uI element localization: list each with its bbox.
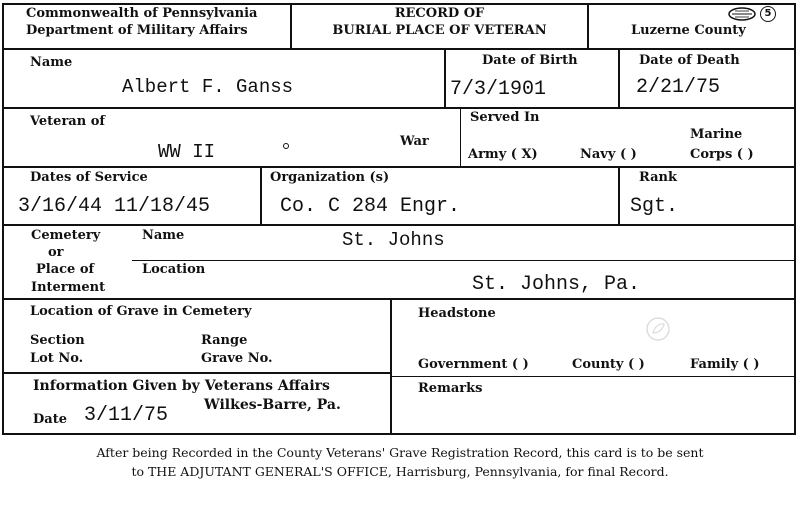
cemetery-location-label: Location bbox=[142, 262, 206, 277]
leaf-icon bbox=[645, 316, 671, 342]
army-checkbox: Army ( X) bbox=[468, 147, 538, 162]
name-value: Albert F. Ganss bbox=[122, 76, 294, 98]
county-title: Luzerne County bbox=[631, 23, 746, 38]
cemetery-label-2: or bbox=[48, 245, 64, 260]
range-label: Range bbox=[201, 333, 248, 348]
department-title: Department of Military Affairs bbox=[26, 23, 248, 38]
dot-mark bbox=[283, 143, 289, 149]
dates-of-service-value: 3/16/44 11/18/45 bbox=[18, 195, 211, 218]
cemetery-location-value: St. Johns, Pa. bbox=[472, 273, 641, 296]
section-label: Section bbox=[30, 333, 85, 348]
navy-checkbox: Navy ( ) bbox=[580, 147, 637, 162]
record-title-line2: BURIAL PLACE OF VETERAN bbox=[332, 23, 547, 38]
marine-label: Marine bbox=[690, 127, 743, 142]
county-checkbox: County ( ) bbox=[572, 357, 645, 372]
cemetery-name-value: St. Johns bbox=[342, 229, 445, 251]
divider-name-row bbox=[2, 107, 796, 109]
vdiv-name-birth bbox=[444, 48, 446, 109]
cemetery-label-3: Place of bbox=[36, 262, 95, 277]
footer-line-2: to THE ADJUTANT GENERAL'S OFFICE, Harrisburg, Pennsylvania, for final Record. bbox=[131, 464, 669, 479]
vdiv-org-rank bbox=[618, 166, 620, 226]
grave-no-label: Grave No. bbox=[201, 351, 273, 366]
divider-grave-row bbox=[2, 372, 390, 374]
footer-line-1: After being Recorded in the County Veterans' Grave Registration Record, this card is to be sent bbox=[96, 445, 704, 460]
border-left bbox=[2, 3, 4, 435]
vdiv-veteran-served bbox=[460, 107, 461, 168]
cemetery-label-4: Interment bbox=[31, 280, 106, 295]
commonwealth-title: Commonwealth of Pennsylvania bbox=[26, 6, 258, 21]
remarks-label: Remarks bbox=[418, 381, 483, 396]
marine-corps-checkbox: Corps ( ) bbox=[690, 147, 754, 162]
vdiv-service-org bbox=[260, 166, 262, 226]
border-right bbox=[794, 3, 796, 435]
vdiv-header-2 bbox=[587, 3, 589, 50]
government-checkbox: Government ( ) bbox=[418, 357, 529, 372]
divider-bottom bbox=[2, 433, 796, 435]
war-label: War bbox=[400, 134, 429, 149]
border-top bbox=[2, 3, 796, 5]
divider-headstone-row bbox=[390, 376, 796, 377]
record-title-line1: RECORD OF bbox=[394, 6, 485, 21]
info-given-label: Information Given by Veterans Affairs bbox=[33, 378, 330, 394]
seal-number: 5 bbox=[764, 8, 772, 19]
seal-number-badge bbox=[760, 6, 776, 22]
birth-value: 7/3/1901 bbox=[450, 78, 547, 101]
grave-location-label: Location of Grave in Cemetery bbox=[30, 304, 252, 319]
death-label: Date of Death bbox=[639, 53, 740, 68]
divider-header bbox=[2, 48, 796, 50]
birth-label: Date of Birth bbox=[482, 53, 578, 68]
rank-value: Sgt. bbox=[630, 195, 679, 218]
veteran-of-value: WW II bbox=[158, 141, 216, 163]
organization-label: Organization (s) bbox=[270, 170, 390, 185]
vdiv-grave-headstone bbox=[390, 298, 392, 435]
divider-service-row bbox=[2, 224, 796, 226]
family-checkbox: Family ( ) bbox=[690, 357, 760, 372]
vdiv-birth-death bbox=[618, 48, 620, 109]
rank-label: Rank bbox=[639, 170, 677, 185]
death-value: 2/21/75 bbox=[636, 76, 721, 99]
date-value: 3/11/75 bbox=[84, 404, 169, 427]
divider-veteran-row bbox=[2, 166, 796, 168]
lot-no-label: Lot No. bbox=[30, 351, 84, 366]
dates-of-service-label: Dates of Service bbox=[30, 170, 148, 185]
date-label: Date bbox=[33, 412, 67, 427]
cemetery-label-1: Cemetery bbox=[31, 228, 101, 243]
veteran-of-label: Veteran of bbox=[30, 114, 105, 129]
info-office-label: Wilkes-Barre, Pa. bbox=[204, 397, 341, 413]
cemetery-name-label: Name bbox=[142, 228, 185, 243]
divider-cemetery-row bbox=[2, 298, 796, 300]
served-in-label: Served In bbox=[470, 110, 540, 125]
divider-cemetery-name bbox=[132, 260, 796, 261]
name-label: Name bbox=[30, 55, 73, 70]
organization-value: Co. C 284 Engr. bbox=[280, 195, 461, 218]
headstone-label: Headstone bbox=[418, 306, 496, 321]
seal-icon bbox=[727, 6, 757, 22]
